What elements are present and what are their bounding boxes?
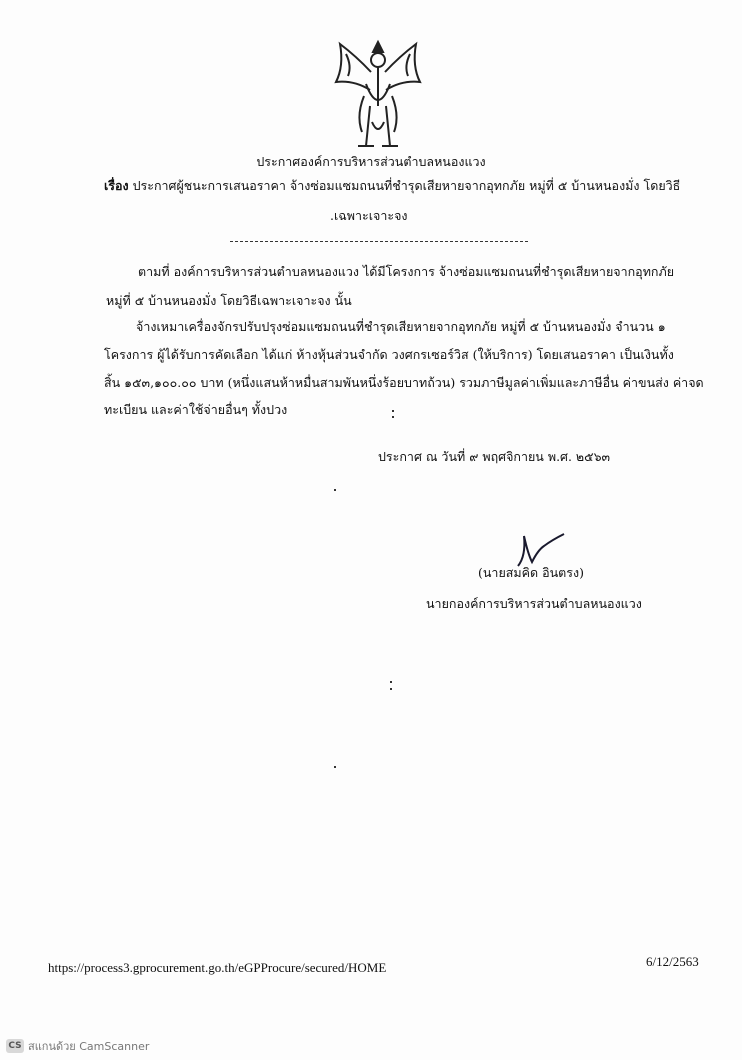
- camscanner-text: สแกนด้วย CamScanner: [28, 1040, 150, 1053]
- paragraph-1-line-1: ตามที่ องค์การบริหารส่วนตำบลหนองแวง ได้มีโครงการ จ้างซ่อมแซมถนนที่ชำรุดเสียหายจากอุทกภัย: [138, 264, 675, 279]
- scan-speck: [392, 410, 394, 412]
- scan-speck: [334, 766, 336, 768]
- signer-position: นายกองค์การบริหารส่วนตำบลหนองแวง: [426, 596, 642, 611]
- signer-name: (นายสมคิด อินตรง): [478, 565, 584, 580]
- camscanner-logo-icon: CS: [6, 1039, 24, 1053]
- scan-speck: [390, 688, 392, 690]
- scan-speck: [334, 489, 336, 491]
- separator-rule: [230, 241, 528, 242]
- paragraph-2-line-4: ทะเบียน และค่าใช้จ่ายอื่นๆ ทั้งปวง: [104, 402, 288, 417]
- garuda-emblem-icon: [326, 36, 430, 154]
- camscanner-watermark: [6, 1037, 149, 1055]
- footer-print-date: 6/12/2563: [646, 954, 699, 969]
- subject-line-1: [104, 177, 680, 194]
- scan-speck: [392, 416, 394, 418]
- paragraph-2-line-1: จ้างเหมาเครื่องจักรปรับปรุงซ่อมแซมถนนที่ชำรุดเสียหายจากอุทกภัย หมู่ที่ ๕ บ้านหนองมั่ง จำนวน ๑: [136, 319, 666, 334]
- paragraph-2-line-3: สิ้น ๑๕๓,๑๐๐.๐๐ บาท (หนึ่งแสนห้าหมื่นสามพันหนึ่งร้อยบาทถ้วน) รวมภาษีมูลค่าเพิ่มและภาษีอื่น ค่าขนส่ง ค่าจด: [104, 375, 704, 390]
- subject-label: เรื่อง: [104, 178, 129, 193]
- paragraph-2-line-2: โครงการ ผู้ได้รับการคัดเลือก ได้แก่ ห้างหุ้นส่วนจำกัด วงศกรเซอร์วิส (ให้บริการ) โดยเสนอราคา เป็นเงินทั้ง: [104, 347, 674, 362]
- footer-url: https://process3.gprocurement.go.th/eGPProcure/secured/HOME: [48, 960, 387, 975]
- subject-line-2: .เฉพาะเจาะจง: [330, 208, 408, 223]
- announcement-date: ประกาศ ณ วันที่ ๙ พฤศจิกายน พ.ศ. ๒๕๖๓: [378, 449, 611, 464]
- announcement-title: ประกาศองค์การบริหารส่วนตำบลหนองแวง: [256, 154, 486, 169]
- paragraph-1-line-2: หมู่ที่ ๕ บ้านหนองมั่ง โดยวิธีเฉพาะเจาะจง นั้น: [106, 293, 352, 308]
- scan-speck: [390, 681, 392, 683]
- subject-text-1: ประกาศผู้ชนะการเสนอราคา จ้างซ่อมแซมถนนที่ชำรุดเสียหายจากอุทกภัย หมู่ที่ ๕ บ้านหนองมั่ง โดยวิธี: [132, 178, 681, 193]
